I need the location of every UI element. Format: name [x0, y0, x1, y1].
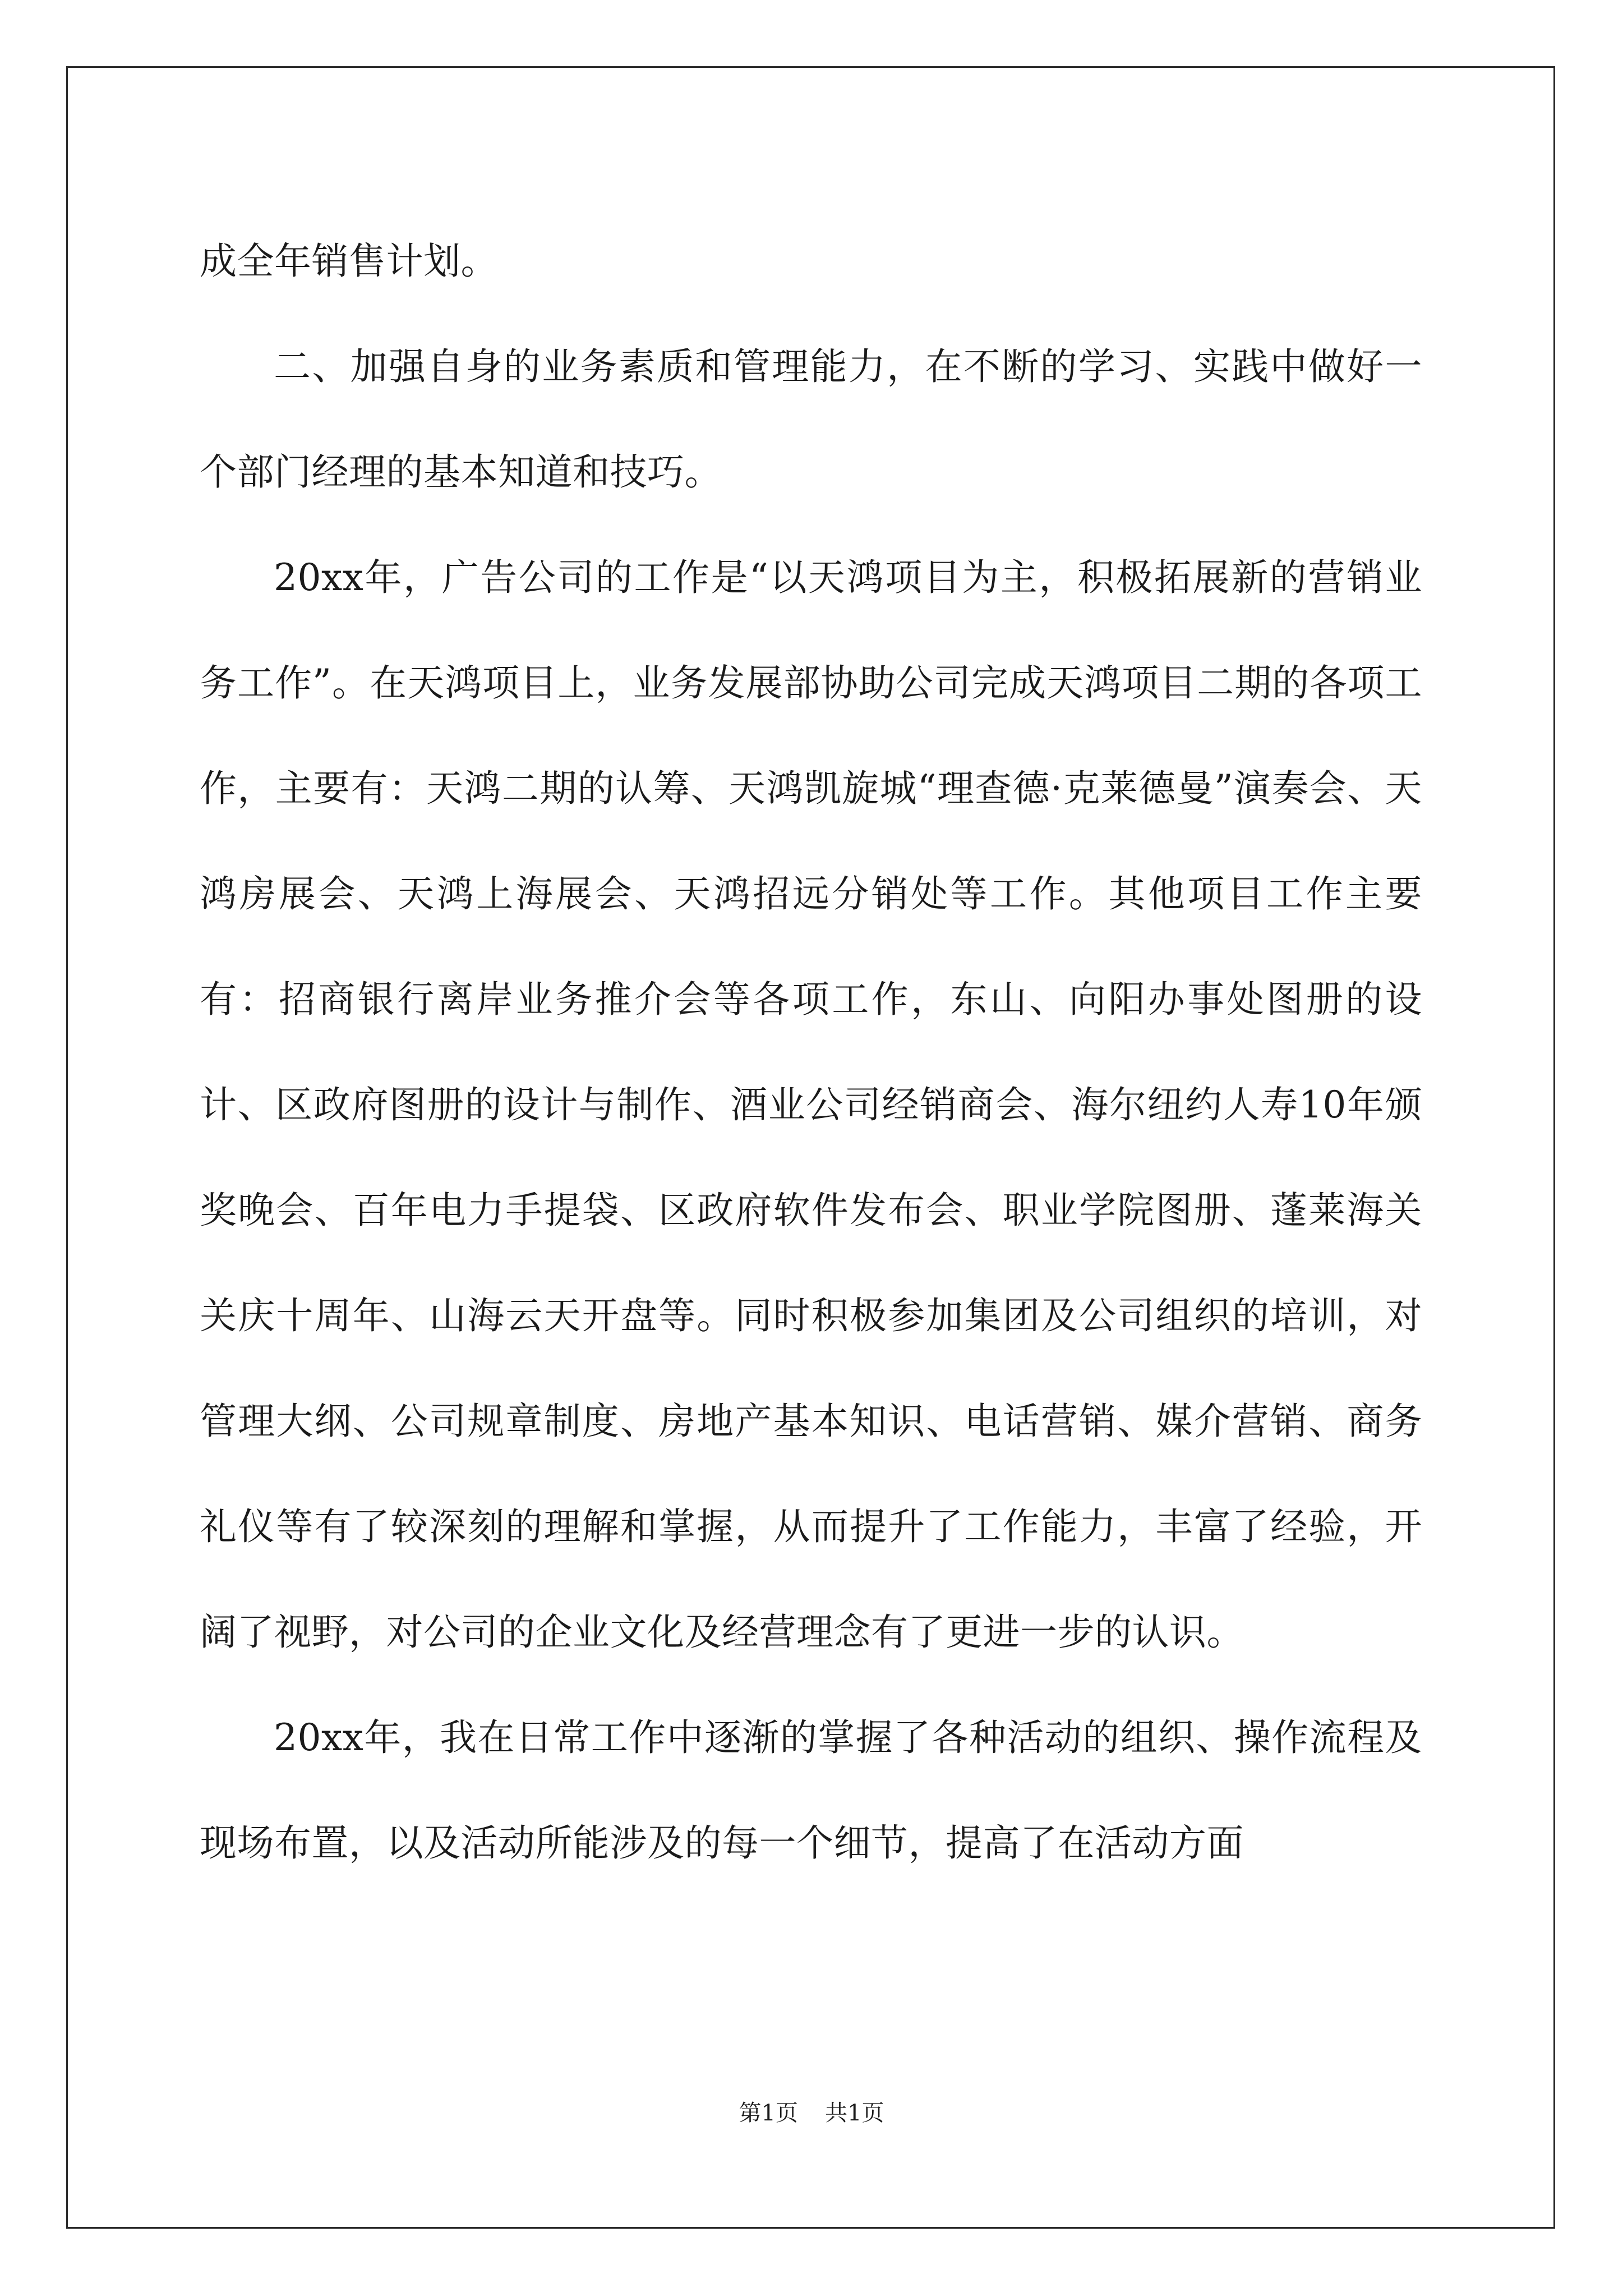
page-number-current: 第1页 [739, 2100, 798, 2126]
paragraph-3: 20xx年，广告公司的工作是“以天鸿项目为主，积极拓展新的营销业务工作”。在天鸿项目上，业务发展部协助公司完成天鸿项目二期的各项工作，主要有：天鸿二期的认筹、天鸿凯旋城“理查德·克莱德曼”演奏会、天鸿房展会、天鸿上海展会、天鸿招远分销处等工作。其他项目工作主要有：招商银行离岸业务推介会等各项工作，东山、向阳办事处图册的设计、区政府图册的设计与制作、酒业公司经销商会、海尔纽约人寿10年颁奖晚会、百年电力手提袋、区政府软件发布会、职业学院图册、蓬莱海关关庆十周年、山海云天开盘等。同时积极参加集团及公司组织的培训，对管理大纲、公司规章制度、房地产基本知识、电话营销、媒介营销、商务礼仪等有了较深刻的理解和掌握，从而提升了工作能力，丰富了经验，开阔了视野，对公司的企业文化及经营理念有了更进一步的认识。 [200, 556, 1422, 1654]
page-footer [0, 2095, 1623, 2127]
paragraph-4: 20xx年，我在日常工作中逐渐的掌握了各种活动的组织、操作流程及现场布置，以及活动所能涉及的每一个细节，提高了在活动方面 [200, 1716, 1422, 1865]
document-body [200, 209, 1422, 1896]
paragraph-2: 二、加强自身的业务素质和管理能力，在不断的学习、实践中做好一个部门经理的基本知道和技巧。 [200, 345, 1422, 494]
page-number-total: 共1页 [825, 2100, 884, 2126]
paragraph-1: 成全年销售计划。 [200, 240, 498, 283]
